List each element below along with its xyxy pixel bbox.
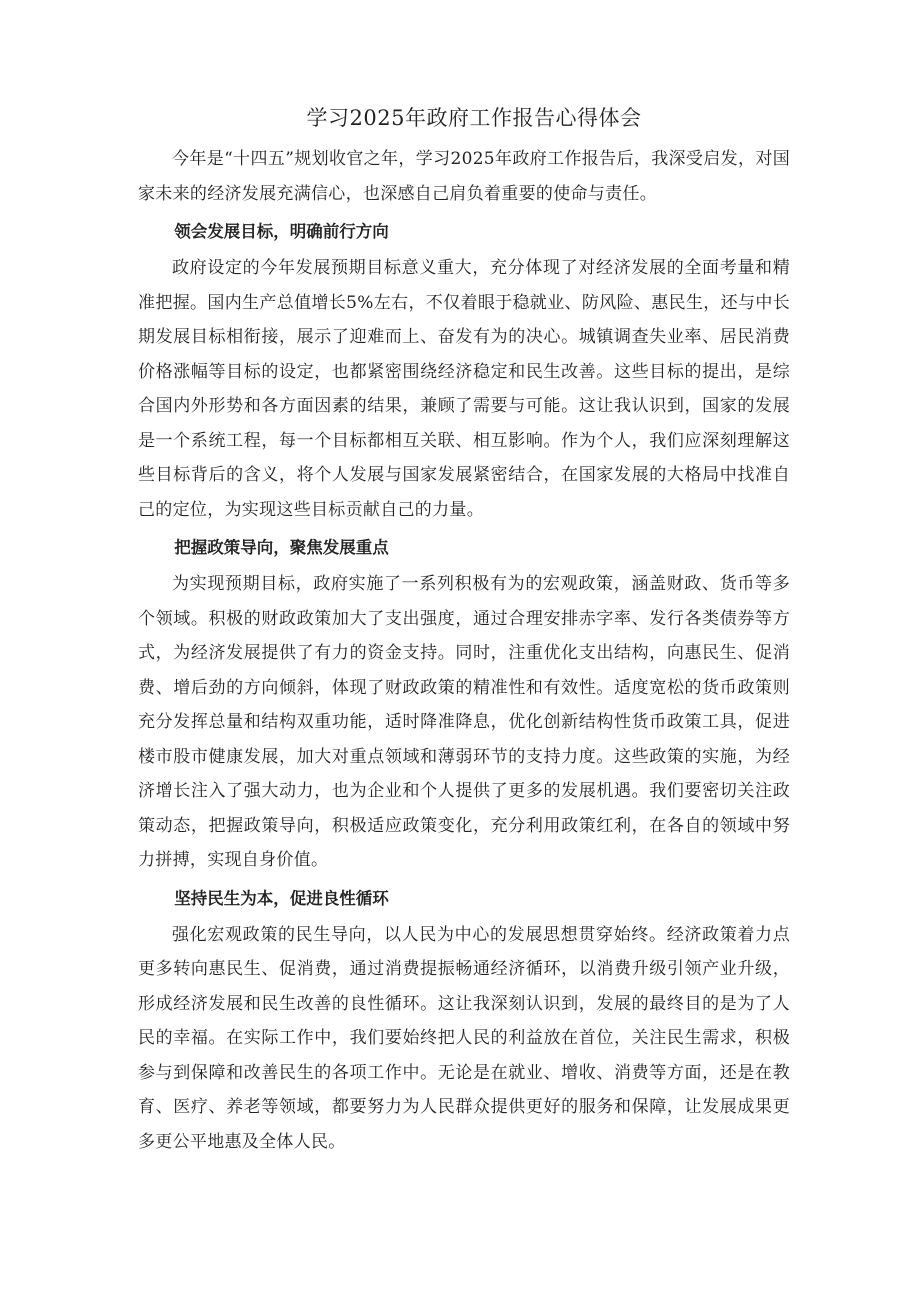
intro-paragraph: 今年是“十四五”规划收官之年，学习2025年政府工作报告后，我深受启发，对国家未来的经济发展充满信心，也深感自己肩负着重要的使命与责任。 [138,149,790,204]
section-heading-livelihood: 坚持民生为本，促进良性循环 [174,888,389,908]
section-body-goals: 政府设定的今年发展预期目标意义重大，充分体现了对经济发展的全面考量和精准把握。国内生产总值增长5%左右，不仅着眼于稳就业、防风险、惠民生，还与中长期发展目标相衔接，展示了迎难而上、奋发有为的决心。城镇调查失业率、居民消费价格涨幅等目标的设定，也都紧密围绕经济稳定和民生改善。这些目标的提出，是综合国内外形势和各方面因素的结果，兼顾了需要与可能。这让我认识到，国家的发展是一个系统工程，每一个目标都相互关联、相互影响。作为个人，我们应深刻理解这些目标背后的含义，将个人发展与国家发展紧密结合，在国家发展的大格局中找准自己的定位，为实现这些目标贡献自己的力量。 [138,258,790,520]
document-title: 学习2025年政府工作报告心得体会 [306,106,642,130]
section-heading-goals: 领会发展目标，明确前行方向 [174,222,389,241]
section-body-policy: 为实现预期目标，政府实施了一系列积极有为的宏观政策，涵盖财政、货币等多个领域。积极的财政政策加大了支出强度，通过合理安排赤字率、发行各类债券等方式，为经济发展提供了有力的资金支持。同时，注重优化支出结构，向惠民生、促消费、增后劲的方向倾斜，体现了财政政策的精准性和有效性。适度宽松的货币政策则充分发挥总量和结构双重功能，适时降准降息，优化创新结构性货币政策工具，促进楼市股市健康发展，加大对重点领域和薄弱环节的支持力度。这些政策的实施，为经济增长注入了强大动力，也为企业和个人提供了更多的发展机遇。我们要密切关注政策动态，把握政策导向，积极适应政策变化，充分利用政策红利，在各自的领域中努力拼搏，实现自身价值。 [138,574,790,870]
section-heading-policy: 把握政策导向，聚焦发展重点 [174,538,389,557]
section-body-livelihood: 强化宏观政策的民生导向，以人民为中心的发展思想贯穿始终。经济政策着力点更多转向惠民生、促消费，通过消费提振畅通经济循环，以消费升级引领产业升级，形成经济发展和民生改善的良性循环。这让我深刻认识到，发展的最终目的是为了人民的幸福。在实际工作中，我们要始终把人民的利益放在首位，关注民生需求，积极参与到保障和改善民生的各项工作中。无论是在就业、增收、消费等方面，还是在教育、医疗、养老等领域，都要努力为人民群众提供更好的服务和保障，让发展成果更多更公平地惠及全体人民。 [138,924,790,1152]
